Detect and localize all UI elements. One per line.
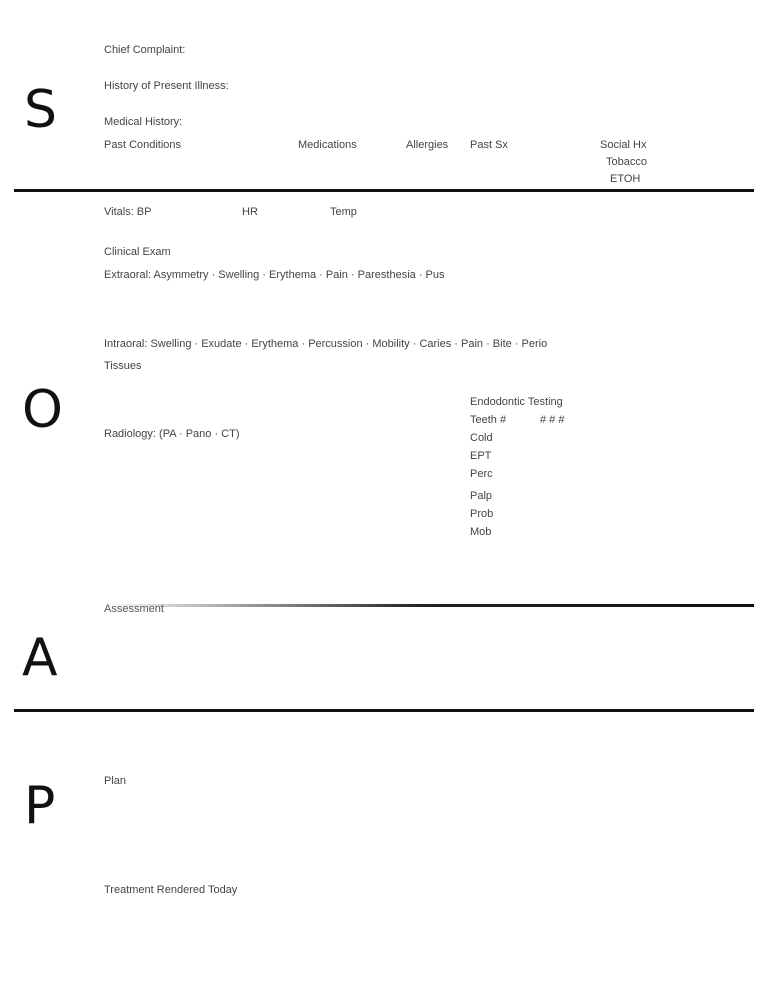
past-conditions-label: Past Conditions: [104, 139, 182, 151]
tissues-label: Tissues: [104, 360, 142, 372]
mob-label: Mob: [470, 526, 492, 538]
prob-label: Prob: [470, 508, 494, 520]
medical-history-label: Medical History:: [104, 116, 183, 128]
palp-label: Palp: [470, 490, 493, 502]
chief-complaint-label: Chief Complaint:: [104, 44, 186, 56]
intraoral-label: Intraoral: Swelling · Exudate · Erythema · Percussion · Mobility · Caries · Pain · Bite · Perio: [104, 338, 548, 350]
teeth-marks: # # #: [540, 414, 565, 426]
plan-label: Plan: [104, 775, 127, 787]
section-divider: [14, 709, 754, 712]
allergies-label: Allergies: [406, 139, 449, 151]
perc-label: Perc: [470, 468, 493, 480]
cold-label: Cold: [470, 432, 493, 444]
temp-label: Temp: [330, 206, 357, 218]
section-letter-p: P: [24, 776, 56, 836]
endo-testing-label: Endodontic Testing: [470, 396, 563, 408]
history-label: History of Present Illness:: [104, 80, 229, 92]
assessment-label: Assessment: [104, 603, 164, 615]
social-hx-label: Social Hx: [600, 139, 647, 151]
section-letter-a: A: [22, 628, 58, 688]
section-letter-s: S: [24, 80, 58, 140]
section-divider: [14, 189, 754, 192]
treatment-label: Treatment Rendered Today: [104, 884, 238, 896]
hr-label: HR: [242, 206, 258, 218]
ept-label: EPT: [470, 450, 492, 462]
extraoral-label: Extraoral: Asymmetry · Swelling · Erythema · Pain · Paresthesia · Pus: [104, 269, 445, 281]
clinical-exam-label: Clinical Exam: [104, 246, 171, 258]
teeth-label: Teeth #: [470, 414, 507, 426]
radiology-label: Radiology: (PA · Pano · CT): [104, 428, 240, 440]
tobacco-label: Tobacco: [606, 156, 647, 168]
past-sx-label: Past Sx: [470, 139, 508, 151]
section-letter-o: O: [22, 380, 63, 440]
vitals-bp-label: Vitals: BP: [104, 206, 152, 218]
medications-label: Medications: [298, 139, 357, 151]
etoh-label: ETOH: [610, 173, 641, 185]
